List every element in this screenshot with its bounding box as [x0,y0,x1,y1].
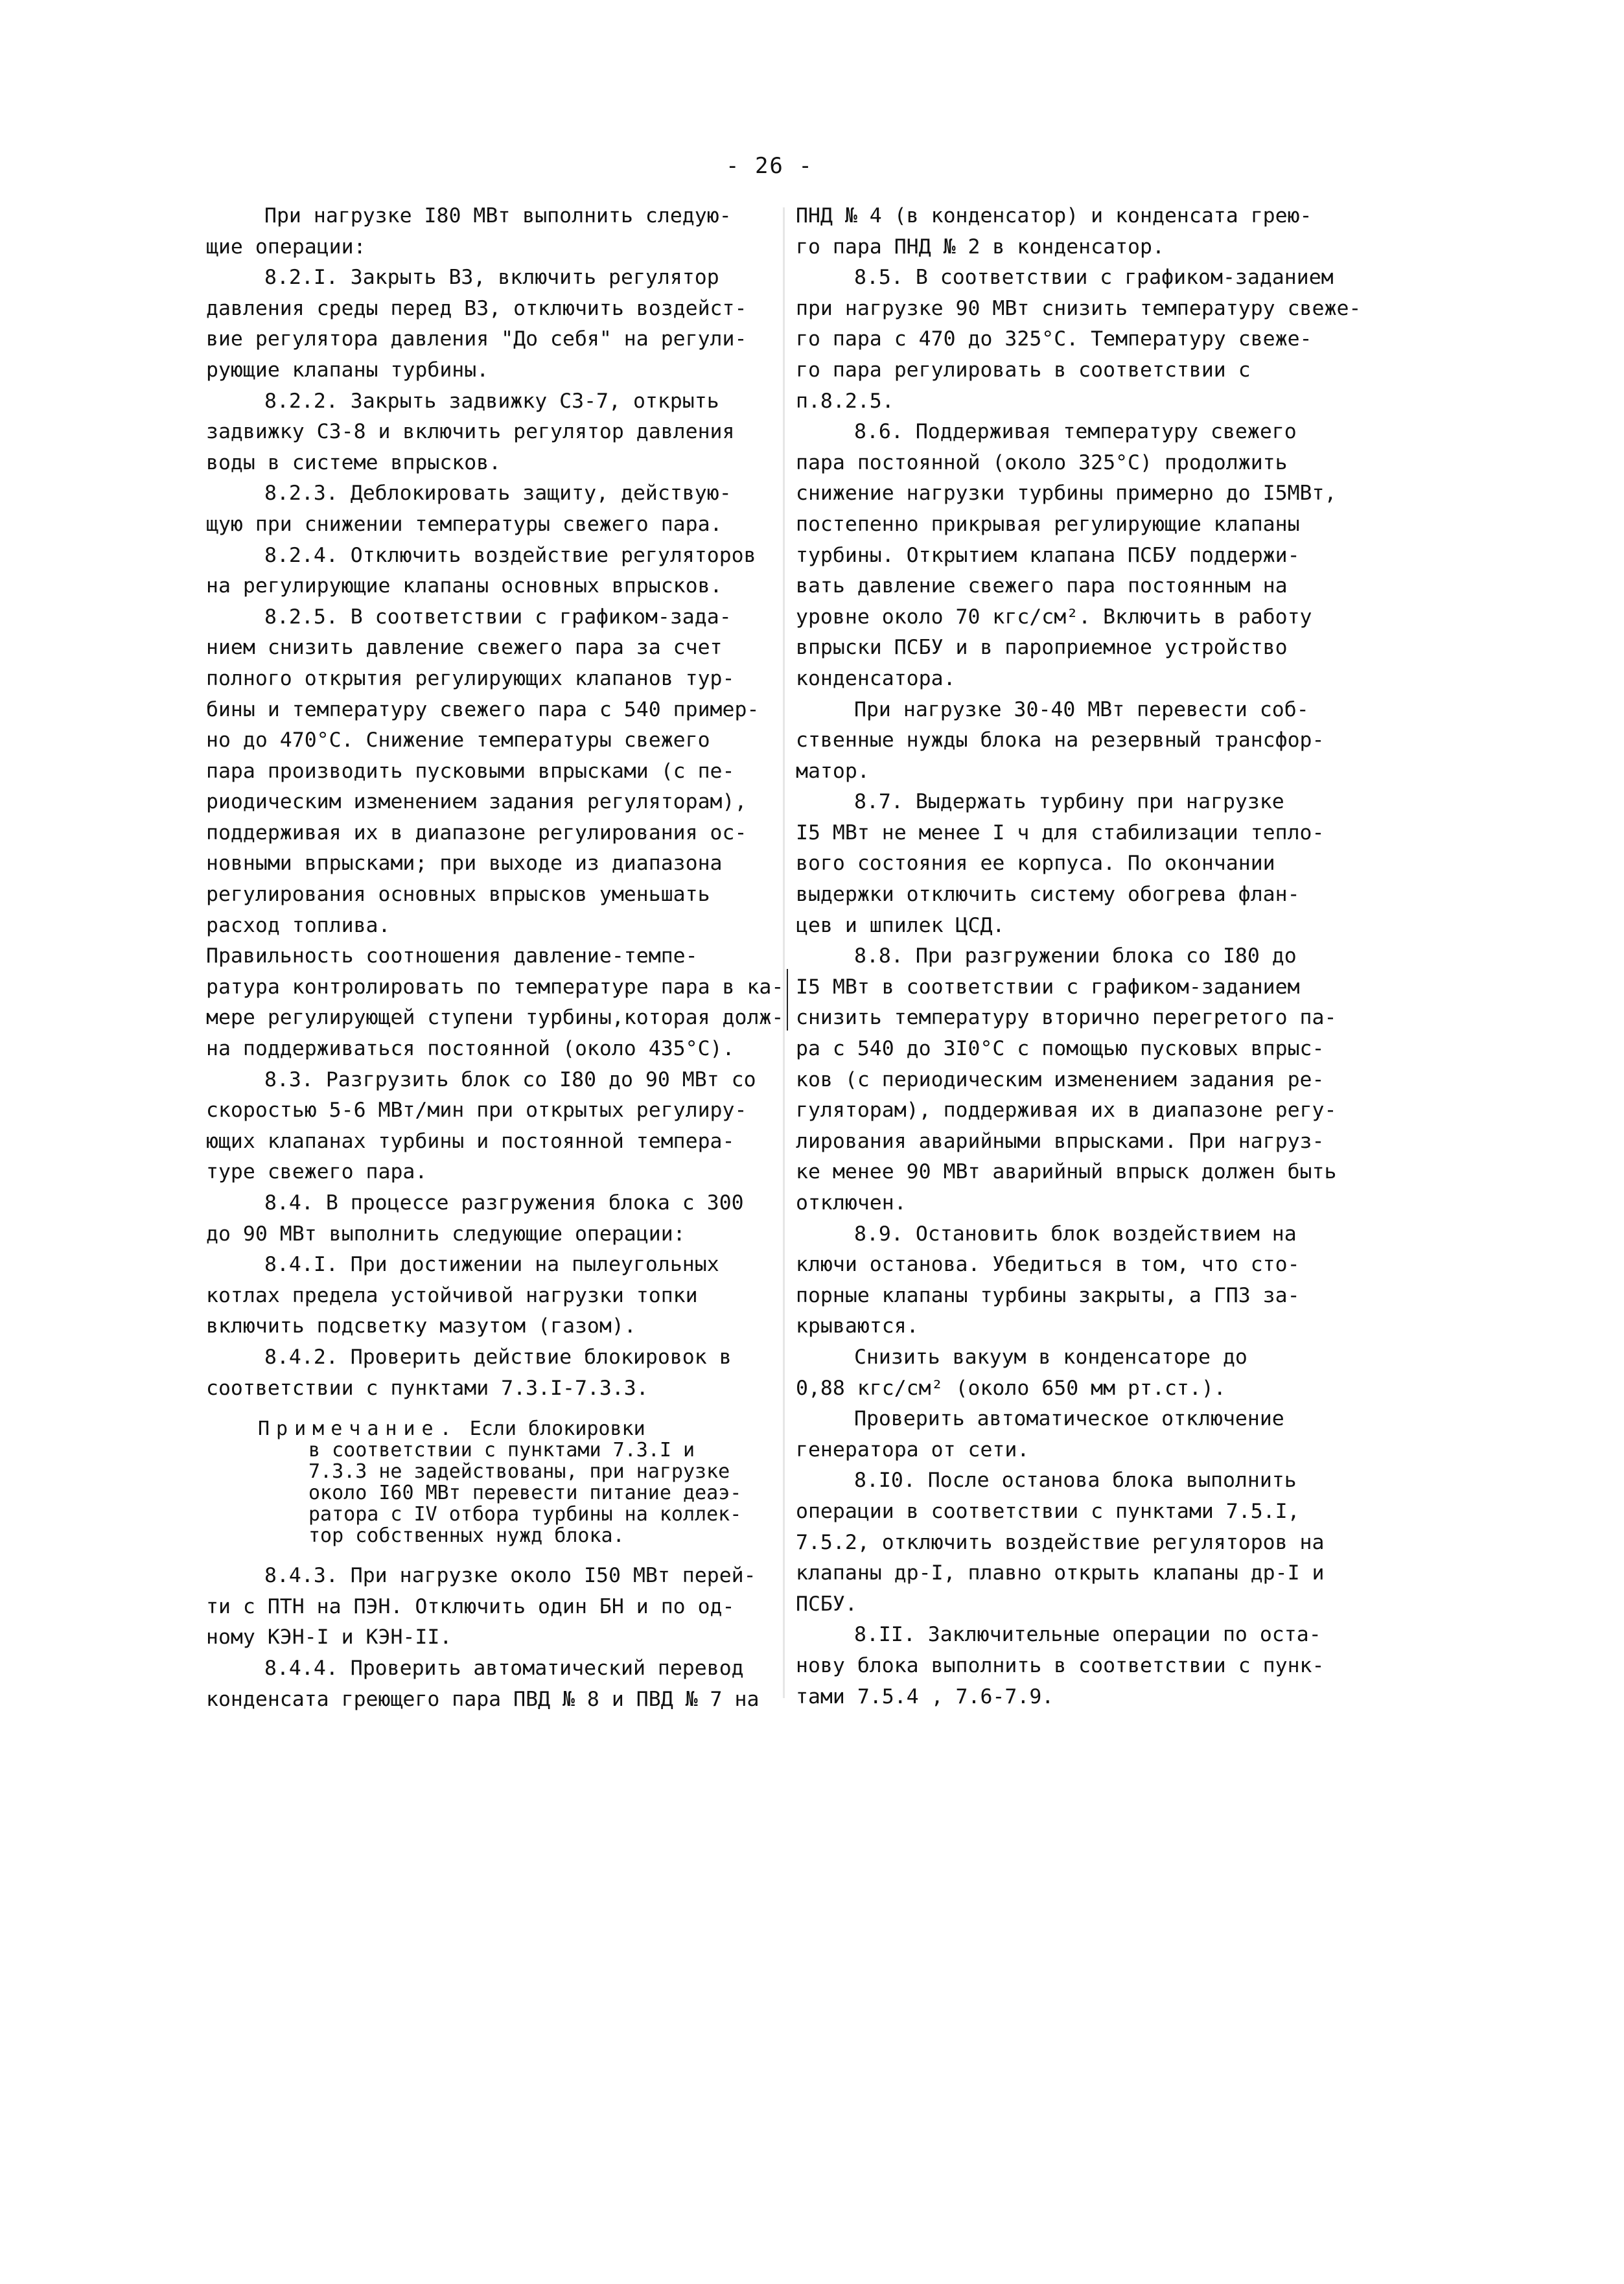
text-line: ков (с периодическим изменением задания ре- [796,1067,1325,1091]
text-line: до 90 МВт выполнить следующие операции: [206,1222,686,1246]
text-line: ратура контролировать по температуре пара в ка- [206,975,784,999]
text-line: задвижку СЗ-8 и включить регулятор давления [206,420,735,444]
text-line: При нагрузке I80 МВт выполнить следую- [264,204,732,227]
text-line: турбины. Открытием клапана ПСБУ поддержи- [796,543,1300,567]
text-line: уровне около 70 кгс/см². Включить в работу [796,605,1312,629]
text-line: впрыски ПСБУ и в пароприемное устройство [796,636,1288,660]
page-number: - 26 - [726,153,813,179]
text-line: ке менее 90 МВт аварийный впрыск должен быть [796,1160,1337,1184]
text-line: выдержки отключить систему обогрева флан- [796,883,1300,907]
text-line: снизить температуру вторично перегретого па- [796,1006,1337,1030]
text-line: котлах предела устойчивой нагрузки топки [206,1283,698,1307]
text-line: пара постоянной (около 325°С) продолжить [796,450,1288,474]
text-line: матор. [796,759,870,783]
text-line: го пара ПНД № 2 в конденсатор. [796,235,1165,259]
text-line: 8.II. Заключительные операции по оста- [854,1623,1321,1647]
right-column-text [796,201,1444,1712]
text-line: щие операции: [206,235,366,259]
text-line: расход топлива. [206,913,391,937]
text-line: вого состояния ее корпуса. По окончании [796,852,1275,876]
text-line: вие регулятора давления "До себя" на регули- [206,327,747,351]
text-line: рующие клапаны турбины. [206,358,489,382]
note-block [206,1418,854,1546]
text-line: соответствии с пунктами 7.3.I-7.3.3. [206,1376,649,1400]
text-line: ти с ПТН на ПЭН. Отключить один БН и по од- [206,1594,735,1618]
text-line: 8.2.4. Отключить воздействие регуляторов [264,543,756,567]
text-line: 8.4.4. Проверить автоматический перевод [264,1656,744,1680]
text-line: включить подсветку мазутом (газом). [206,1314,636,1338]
note-line: ратора с IV отбора турбины на коллек- [308,1503,742,1526]
text-line: регулирования основных впрысков уменьшать [206,883,710,907]
text-line: 8.3. Разгрузить блок со I80 до 90 МВт со [264,1067,756,1091]
text-line: операции в соответствии с пунктами 7.5.I, [796,1499,1300,1523]
text-line: п.8.2.5. [796,389,894,413]
text-line: полного открытия регулирующих клапанов тур- [206,666,735,690]
text-line: ПСБУ. [796,1592,857,1616]
left-column [206,201,854,1715]
text-line: I5 МВт не менее I ч для стабилизации тепло- [796,821,1325,845]
text-line: риодическим изменением задания регуляторам), [206,790,747,814]
text-line: 8.8. При разгружении блока со I80 до [854,944,1297,968]
text-line: ра с 540 до 3I0°С с помощью пусковых впрыс- [796,1037,1325,1061]
text-line: ПНД № 4 (в конденсатор) и конденсата грею- [796,204,1312,227]
text-line: 8.I0. После останова блока выполнить [854,1469,1297,1493]
text-line: вать давление свежего пара постоянным на [796,574,1288,598]
text-line: снижение нагрузки турбины примерно до I5МВт, [796,482,1337,506]
note-line: в соответствии с пунктами 7.3.I и [308,1439,695,1462]
note-line: тор собственных нужд блока. [308,1524,625,1548]
text-line: 7.5.2, отключить воздействие регуляторов на [796,1530,1325,1554]
text-line: новными впрысками; при выходе из диапазона [206,852,723,876]
text-line: давления среды перед ВЗ, отключить воздейст- [206,296,747,320]
left-column-continued-text [206,1561,854,1715]
text-line: Правильность соотношения давление-темпе- [206,944,698,968]
text-line: конденсатора. [796,666,956,690]
text-line: ному КЭН-I и КЭН-II. [206,1626,452,1649]
text-line: 8.4. В процессе разгружения блока с 300 [264,1191,744,1215]
text-line: 8.4.2. Проверить действие блокировок в [264,1345,732,1369]
text-line: тами 7.5.4 , 7.6-7.9. [796,1684,1054,1708]
text-line: 0,88 кгс/см² (около 650 мм рт.ст.). [796,1376,1226,1400]
text-line: гуляторам), поддерживая их в диапазоне регу- [796,1099,1337,1123]
text-line: го пара регулировать в соответствии с [796,358,1251,382]
text-line: туре свежего пара. [206,1160,428,1184]
text-line: мере регулирующей ступени турбины,которая долж- [206,1006,784,1030]
text-line: При нагрузке 30-40 МВт перевести соб- [854,697,1309,721]
text-line: крываются. [796,1314,919,1338]
text-line: 8.2.I. Закрыть ВЗ, включить регулятор [264,266,719,290]
text-line: щую при снижении температуры свежего пара. [206,512,723,536]
text-line: поддерживая их в диапазоне регулирования ос- [206,821,747,845]
text-line: клапаны др-I, плавно открыть клапаны др-I и [796,1561,1325,1585]
text-line: воды в системе впрысков. [206,450,502,474]
note-first-line [258,1418,854,1439]
text-line: 8.9. Остановить блок воздействием на [854,1222,1297,1246]
text-line: цев и шпилек ЦСД. [796,913,1005,937]
text-line: нову блока выполнить в соответствии с пунк- [796,1653,1325,1677]
text-line: лирования аварийными впрысками. При нагруз- [796,1129,1325,1153]
text-line: на регулирующие клапаны основных впрысков. [206,574,723,598]
left-column-main-text [206,201,854,1404]
text-line: порные клапаны турбины закрыты, а ГПЗ за- [796,1283,1300,1307]
text-line: го пара с 470 до 325°С. Температуру свеже- [796,327,1312,351]
text-line: 8.2.3. Деблокировать защиту, действую- [264,482,732,506]
text-line: конденсата греющего пара ПВД № 8 и ПВД № 7 на [206,1687,760,1711]
text-line: ственные нужды блока на резервный трансфор- [796,728,1325,752]
note-first-text: Если блокировки [469,1417,645,1441]
text-line: но до 470°С. Снижение температуры свежего [206,728,710,752]
text-line: 8.4.I. При достижении на пылеугольных [264,1253,719,1277]
text-line: нием снизить давление свежего пара за счет [206,636,723,660]
text-line: 8.7. Выдержать турбину при нагрузке [854,790,1284,814]
text-line: генератора от сети. [796,1438,1030,1462]
note-line: около I60 МВт перевести питание деаэ- [308,1482,742,1505]
text-line: бины и температуру свежего пара с 540 пример- [206,697,760,721]
text-line: на поддерживаться постоянной (около 435°С). [206,1037,735,1061]
text-line: 8.6. Поддерживая температуру свежего [854,420,1297,444]
text-line: ключи останова. Убедиться в том, что сто- [796,1253,1300,1277]
note-lines [258,1439,854,1546]
text-line: при нагрузке 90 МВт снизить температуру свеже- [796,296,1362,320]
right-column [796,201,1444,1712]
text-line: 8.2.5. В соответствии с графиком-зада- [264,605,732,629]
text-line: ющих клапанах турбины и постоянной темпера- [206,1129,735,1153]
text-line: I5 МВт в соответствии с графиком-заданием [796,975,1300,999]
text-line: пара производить пусковыми впрысками (с пе- [206,759,735,783]
note-label: Примечание. [258,1417,458,1441]
text-line: отключен. [796,1191,907,1215]
note-line: 7.3.3 не задействованы, при нагрузке [308,1460,730,1484]
text-line: Проверить автоматическое отключение [854,1407,1284,1431]
text-line: постепенно прикрывая регулирующие клапаны [796,512,1300,536]
text-line: скоростью 5-6 МВт/мин при открытых регулиру- [206,1099,747,1123]
text-line: 8.4.3. При нагрузке около I50 МВт перей- [264,1564,756,1588]
text-line: Снизить вакуум в конденсаторе до [854,1345,1247,1369]
text-line: 8.2.2. Закрыть задвижку СЗ-7, открыть [264,389,719,413]
text-line: 8.5. В соответствии с графиком-заданием [854,266,1334,290]
